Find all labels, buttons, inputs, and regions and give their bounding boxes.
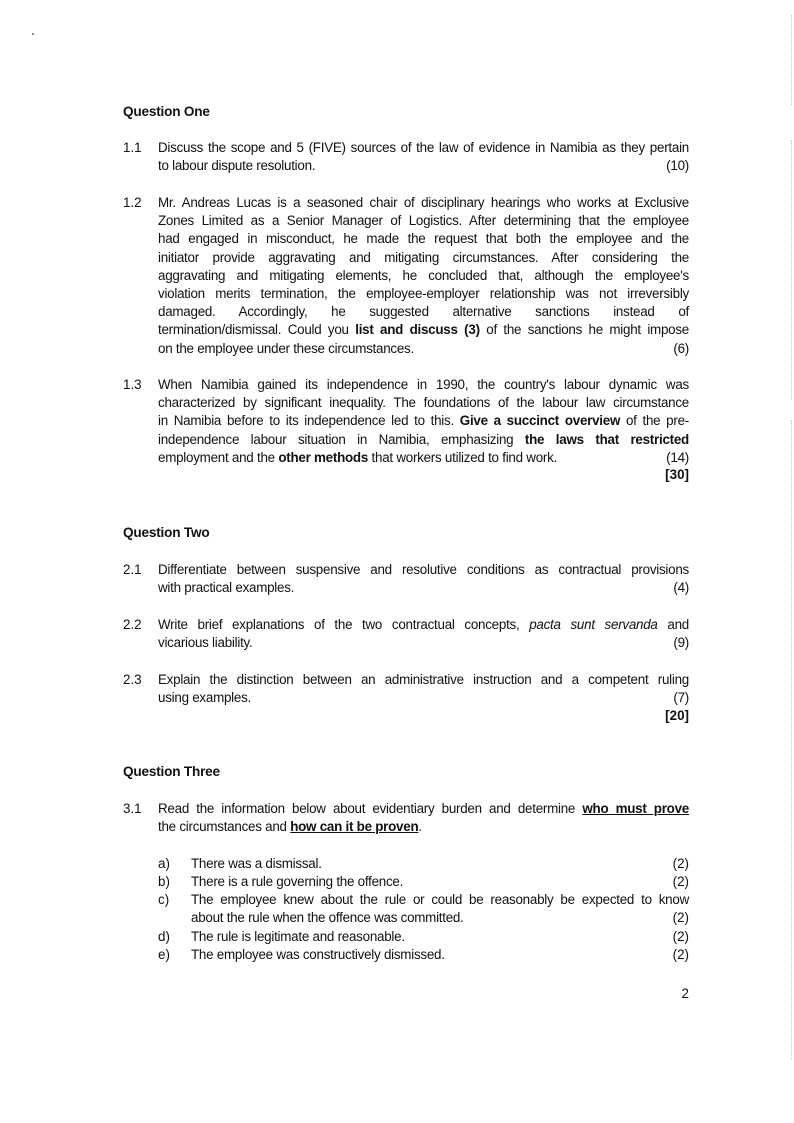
section-total: [20] (665, 708, 689, 723)
subitem-text: There was a dismissal. (191, 856, 322, 871)
subitem-e (158, 946, 689, 964)
item-text: using examples. (158, 690, 252, 706)
item-text: and (657, 617, 689, 632)
subitem-a (158, 855, 689, 873)
item-text: with practical examples. (158, 580, 295, 596)
item-text-line: had engaged in misconduct, he made the request that both the employee and the (158, 231, 689, 247)
marks: (14) (666, 449, 689, 465)
subitem-text-line: The employee knew about the rule or could be reasonably be expected to know (191, 892, 689, 907)
item-text-line (158, 616, 689, 634)
marks: (9) (673, 635, 689, 651)
scan-edge-artifact (791, 420, 793, 1060)
marks: (2) (672, 874, 689, 889)
item-text-line: Explain the distinction between an administrative instruction and a competent ruling (158, 672, 689, 687)
subitem-label: c) (158, 892, 170, 907)
marks: (10) (666, 158, 689, 174)
marks: (4) (673, 580, 689, 596)
item-text-line (158, 800, 689, 818)
question-three-title: Question Three (123, 764, 220, 779)
item-text-line: initiator provide aggravating and mitigating circumstances. After considering the (158, 249, 689, 265)
item-text-line (158, 321, 689, 339)
item-text-line: aggravating and mitigating elements, he concluded that, although the employee's (158, 267, 689, 283)
item-text: . (418, 819, 422, 835)
item-text-line: characterized by significant inequality. The foundations of the labour law circumstance (158, 395, 689, 411)
marks: (2) (672, 856, 689, 871)
item-number: 2.3 (123, 672, 142, 687)
page-number: 2 (681, 986, 689, 1001)
item-text-line (158, 449, 689, 467)
item-text: Read the information below about evidentiary burden and determine (158, 801, 583, 816)
item-text-line (158, 818, 689, 836)
item-text-line: Discuss the scope and 5 (FIVE) sources of the law of evidence in Namibia as they pertain (158, 140, 689, 155)
item-text: vicarious liability. (158, 635, 253, 651)
question-2-3 (123, 671, 689, 707)
subitem-b (158, 873, 689, 891)
emphasis-text: other methods (278, 449, 369, 465)
question-2-1 (123, 561, 689, 597)
question-1-1 (123, 139, 689, 175)
item-text: in Namibia before to its independence led to this. (158, 413, 460, 429)
item-text: employment and the (158, 449, 279, 465)
item-text: of the sanctions he might impose (479, 322, 689, 338)
subitem-label: a) (158, 856, 170, 871)
latin-term: pacta sunt servanda (529, 617, 658, 632)
marks: (2) (672, 929, 689, 944)
item-text-line: When Namibia gained its independence in 1990, the country's labour dynamic was (158, 377, 689, 392)
question-3-1 (123, 800, 689, 836)
item-text-line: violation merits termination, the employee-employer relationship was not irreversibly (158, 286, 689, 302)
marks: (2) (672, 910, 689, 926)
subitem-label: b) (158, 874, 170, 889)
subitem-text: The employee was constructively dismissed. (191, 947, 445, 962)
question-2-2 (123, 616, 689, 652)
subitem-label: d) (158, 929, 170, 944)
item-text-line (158, 340, 689, 358)
item-number: 3.1 (123, 801, 142, 816)
item-text: the circumstances and (158, 819, 291, 835)
subitem-label: e) (158, 947, 170, 962)
item-number: 2.1 (123, 562, 142, 577)
subitem-c (158, 891, 689, 927)
question-two-title: Question Two (123, 525, 210, 540)
emphasis-text: who must prove (582, 801, 689, 816)
item-text-line: damaged. Accordingly, he suggested alternative sanctions instead of (158, 304, 689, 320)
item-text: to labour dispute resolution. (158, 158, 316, 174)
item-number: 1.3 (123, 377, 142, 392)
scan-edge-artifact (791, 140, 793, 400)
item-text-line (158, 431, 689, 449)
subitem-d (158, 928, 689, 946)
scan-edge-artifact (791, 15, 793, 105)
item-text-line (158, 412, 689, 430)
marks: (6) (673, 340, 689, 356)
item-number: 1.2 (123, 195, 142, 210)
subitem-text: The rule is legitimate and reasonable. (191, 929, 405, 944)
item-text-line (158, 634, 689, 652)
item-text: that workers utilized to find work. (368, 449, 558, 465)
subitem-text-line: about the rule when the offence was committed. (191, 910, 464, 926)
emphasis-text: Give a succinct overview (459, 413, 621, 429)
question-one-title: Question One (123, 104, 210, 119)
item-text-line (158, 157, 689, 175)
marks: (7) (673, 690, 689, 706)
emphasis-text: the laws that restricted (524, 431, 689, 447)
scan-speck (32, 33, 34, 35)
section-total: [30] (665, 467, 689, 482)
item-number: 1.1 (123, 140, 142, 155)
item-text: independence labour situation in Namibia, emphasizing (158, 431, 525, 447)
item-text: Write brief explanations of the two contractual concepts, (158, 617, 530, 632)
subitem-text: There is a rule governing the offence. (191, 874, 404, 889)
item-text-line: Zones Limited as a Senior Manager of Logistics. After determining that the employee (158, 213, 689, 229)
item-text-line (158, 689, 689, 707)
question-1-3 (123, 376, 689, 467)
item-text-line: Differentiate between suspensive and resolutive conditions as contractual provisions (158, 562, 689, 577)
emphasis-text: how can it be proven (290, 819, 419, 835)
item-text-line: Mr. Andreas Lucas is a seasoned chair of disciplinary hearings who works at Exclusive (158, 195, 689, 210)
question-1-2 (123, 194, 689, 358)
item-text: termination/dismissal. Could you (158, 322, 356, 338)
item-text: of the pre- (620, 413, 689, 429)
marks: (2) (672, 947, 689, 962)
item-text: on the employee under these circumstances. (158, 340, 414, 356)
item-text-line (158, 579, 689, 597)
item-number: 2.2 (123, 617, 142, 632)
emphasis-text: list and discuss (3) (355, 322, 480, 338)
